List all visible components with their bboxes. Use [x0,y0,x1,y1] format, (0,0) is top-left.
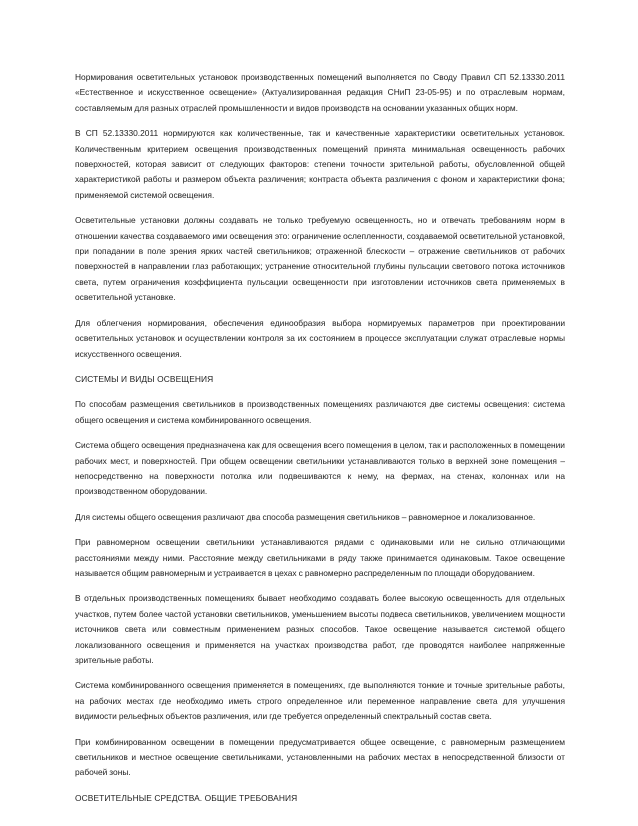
paragraph-localized-lighting: В отдельных производственных помещениях бывает необходимо создавать более высокую освещенность для отдельных участков, путем более частой установки светильников, уменьшением высоты подвеса светильников, увеличением мощности источников света или совместным применением разных способов. Такое освещение называется системой общего локализованного освещения и применяется на участках производства работ, где проводятся наиболее напряженные зрительные работы. [75,593,565,665]
document-page [75,70,565,816]
paragraph-quality-requirements: Осветительные установки должны создавать не только требуемую освещенность, но и отвечать требованиям норм в отношении качества создаваемого ими освещения это: ограничение ослепленности, создаваемой осветительной установкой, при попадании в поле зрения ярких частей светильников; отраженной блескости – отражение светильников от рабочих поверхностей в направлении глаз работающих; устранение относительной глубины пульсации светового потока источников света, путем ограничения коэффициента пульсации освещенности при изготовлении источников света применяемых в осветительной установке. [75,215,565,303]
paragraph-placement-methods: Для системы общего освещения различают два способа размещения светильников – равномерное и локализованное. [75,511,536,522]
paragraph-uniform-lighting: При равномерном освещении светильники устанавливаются рядами с одинаковыми или не сильно отличающими расстояниями между ними. Расстояние между светильниками в ряду также принимается одинаковым. Такое освещение называется общим равномерным и устраивается в цехах с равномерно распределенным по площади оборудованием. [75,537,565,578]
paragraph-norms-intro: Нормирования осветительных установок производственных помещений выполняется по Своду Правил СП 52.13330.2011 «Естественное и искусственное освещение» (Актуализированная редакция СНиП 23-05-95) и по отраслевым нормам, составляемым для разных отраслей промышленности и видов производств на основании указанных общих норм. [75,72,565,113]
paragraph-quantitative-criteria: В СП 52.13330.2011 нормируются как количественные, так и качественные характеристики осветительных установок. Количественным критерием освещения производственных помещений принята минимальная освещенность рабочих поверхностей, которая зависит от следующих факторов: степени точности зрительной работы, обусловленной общей характеристикой работы и размером объекта различения; контраста объекта различения с фоном и характеристики фона; применяемой системой освещения. [75,128,565,200]
paragraph-two-systems: По способам размещения светильников в производственных помещениях различаются две системы освещения: система общего освещения и система комбинированного освещения. [75,399,565,425]
section-heading-lighting-means: ОСВЕТИТЕЛЬНЫЕ СРЕДСТВА. ОБЩИЕ ТРЕБОВАНИЯ [75,792,298,803]
paragraph-industry-norms: Для облегчения нормирования, обеспечения единообразия выбора нормируемых параметров при проектировании осветительных установок и осуществлении контроля за их состоянием в процессе эксплуатации служат отраслевые нормы искусственного освещения. [75,317,565,359]
paragraph-combined-system: Система комбинированного освещения применяется в помещениях, где выполняются тонкие и точные зрительные работы, на рабочих местах где необходимо иметь строго определенное или переменное направление света для улучшения видимости рельефных объектов различения, или где требуется определенный спектральный состав света. [75,680,565,722]
paragraph-general-lighting: Система общего освещения предназначена как для освещения всего помещения в целом, так и расположенных в помещении рабочих мест, и поверхностей. При общем освещении светильники устанавливаются только в верхней зоне помещения – непосредственно на поверхности потолка или подвешиваются к нему, на фермах, на стенах, колоннах или на производственном оборудовании. [75,440,565,497]
paragraph-combined-details: При комбинированном освещении в помещении предусматривается общее освещение, с равномерным размещением светильников и местное освещение светильниками, установленными на рабочих местах в непосредственной близости от рабочей зоны. [75,736,565,778]
section-heading-systems: СИСТЕМЫ И ВИДЫ ОСВЕЩЕНИЯ [75,373,214,384]
